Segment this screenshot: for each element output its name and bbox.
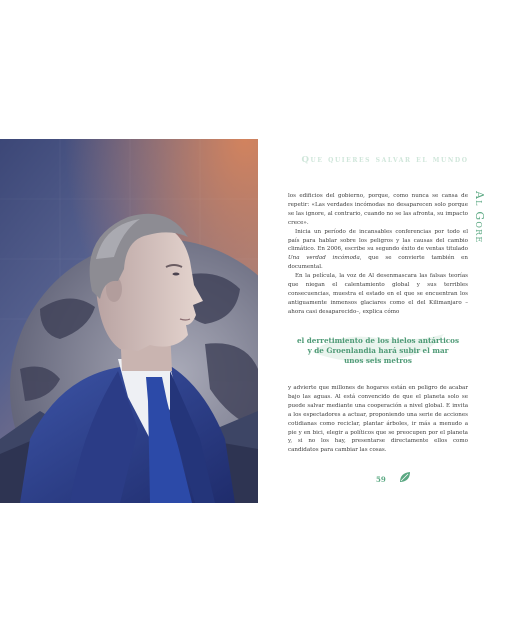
side-name: Al Gore — [473, 191, 486, 244]
paragraph-text: Inicia un período de incansables conferencias por todo el país para hablar sobre los peligros y las causas del cambio climático. En 2006, escribe su segundo éxito de ventas titulado — [288, 228, 468, 253]
portrait-svg — [0, 139, 258, 503]
paragraph: los edificios del gobierno, porque, como nunca se cansa de repetir: «Las verdades incómodas no desaparecen solo porque se las ignore, al contrario, cuando no se las afronta, su impacto crece». — [288, 193, 468, 226]
book-title: Una verdad incómoda — [288, 255, 360, 262]
page-number: 59 — [376, 475, 386, 484]
paragraph — [288, 228, 468, 273]
body-text-block-2 — [288, 384, 468, 455]
paragraph-text: , que se convierte también en documental. — [288, 255, 468, 271]
portrait-illustration — [0, 139, 258, 503]
pull-quote-line: unos seis metros — [344, 355, 412, 365]
pull-quote-line: el derretimiento de los hielos antárticos — [296, 336, 460, 345]
body-text-block-1 — [288, 192, 468, 317]
leaf-icon — [398, 470, 412, 484]
pull-quote-line: y de Groenlandia hará subir el mar — [307, 345, 449, 355]
paragraph: y advierte que millones de hogares están en peligro de acabar bajo las aguas. Al está convencido de que el planeta solo se puede salvar mediante una cooperación a nivel global. E invita a los espectadores a actuar, proponiendo una serie de acciones cotidianas como reciclar, plantar árboles, ir más a menudo a pie y en bici, elegir a políticos que se preocupen por el planeta y, si no los hay, presentarse directamente ellos como candidatos para cambiar las cosas. — [288, 385, 468, 454]
text-page — [258, 139, 516, 503]
pull-quote — [288, 336, 468, 365]
running-head: Que quieres salvar el mundo — [301, 155, 469, 165]
paragraph: En la película, la voz de Al desenmascara las falsas teorías que niegan el calentamiento global y sus terribles consecuencias, muestra el estado en el que se encuentran los antiguamente inmensos glaciares como el del Kilimanjaro –ahora casi desaparecido–, explica cómo — [288, 273, 468, 315]
